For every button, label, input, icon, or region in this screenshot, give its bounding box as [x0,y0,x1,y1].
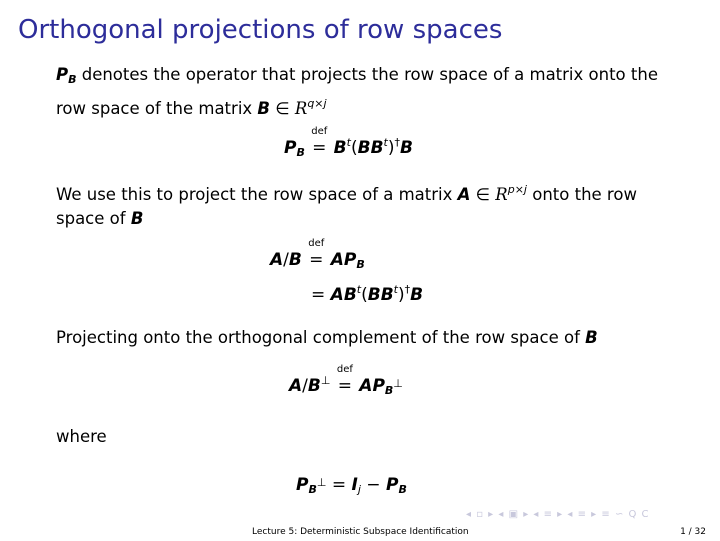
footer-page-number: 1 / 32 [680,527,706,537]
paragraph-definition: $P_B$ denotes the operator that projects the row space of a matrix onto the row space of the matrix B ∈ $R^{q\times j}$ [56,65,658,118]
footer-lecture-title: Lecture 5: Deterministic Subspace Identification [252,527,469,537]
paragraph-project: We use this to project the row space of a matrix A ∈ $R^{p\times j}$ onto the row space of B [56,183,637,228]
equation-projection-1: A/B def = $AP_B$ [270,238,365,271]
nav-subsection-icon[interactable]: ◂ ≡ ▸ [567,509,598,520]
equation-complement-operator: $P_{B^\perp} = I_j - P_B$ [296,475,407,496]
equation-projection-operator: $P_B$ def = $B^t(BB^t)^\dagger B$ [284,126,413,159]
nav-section-icon[interactable]: ◂ ≡ ▸ [533,509,564,520]
paragraph-text: onto the row space of [56,185,637,228]
nav-first-icon[interactable]: ◂ ▫ ▸ [466,509,495,520]
nav-search-icon[interactable]: ∽ Q C [614,509,650,520]
beamer-navigation[interactable] [466,509,650,520]
equation-projection-2: = $AB^t(BB^t)^\dagger B$ [311,283,424,305]
paragraph-text: denotes the operator that projects the row space of a matrix onto the row space of the matrix [56,65,658,118]
paragraph-text: Projecting onto the orthogonal complement of the row space of [56,328,586,347]
slide-title: Orthogonal projections of row spaces [18,15,503,45]
paragraph-text: We use this to project the row space of a matrix [56,185,458,204]
paragraph-where: where [56,427,107,446]
equation-orthogonal-projection: A/B⊥ def = $AP_{B^\perp}$ [289,364,403,397]
nav-align-icon[interactable]: ≡ [601,509,611,520]
paragraph-orthogonal: Projecting onto the orthogonal complement of the row space of B [56,328,598,347]
def-label: def [311,126,328,137]
nav-frame-icon[interactable]: ◂ ▣ ▸ [498,509,530,520]
